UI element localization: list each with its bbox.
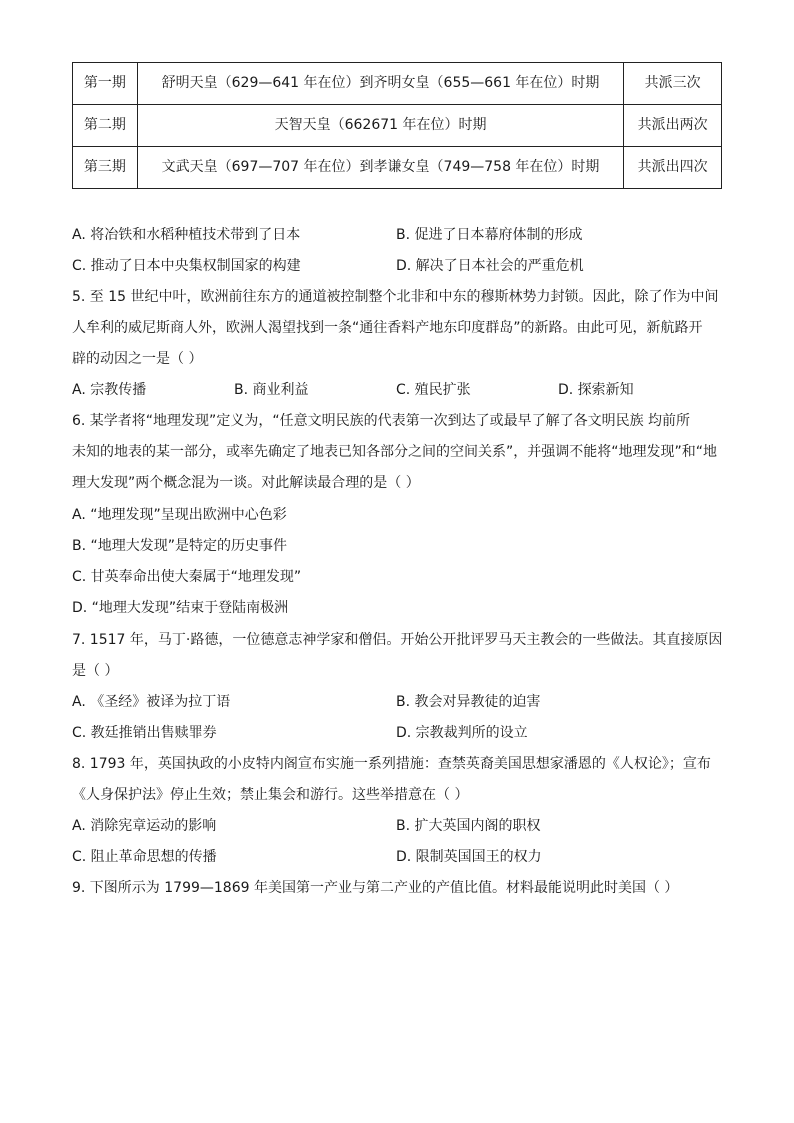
q4-option-d[interactable]: D. 解决了日本社会的严重危机	[396, 258, 584, 274]
ruler-cell: 舒明天皇（629—641 年在位）到齐明女皇（655—661 年在位）时期	[137, 63, 623, 105]
q5-option-a[interactable]: A. 宗教传播	[72, 382, 147, 398]
q7-options-row-1	[72, 687, 724, 718]
count-cell: 共派出四次	[624, 147, 722, 189]
question-6	[72, 406, 724, 499]
q4-option-c[interactable]: C. 推动了日本中央集权制国家的构建	[72, 258, 301, 274]
period-cell: 第三期	[73, 147, 138, 189]
q7-option-c[interactable]: C. 教廷推销出售赎罪券	[72, 725, 217, 741]
q4-option-a[interactable]: A. 将冶铁和水稻种植技术带到了日本	[72, 227, 301, 243]
q5-option-d[interactable]: D. 探索新知	[558, 382, 634, 398]
q7-option-a[interactable]: A. 《圣经》被译为拉丁语	[72, 694, 231, 710]
q6-option-b[interactable]: B. “地理大发现”是特定的历史事件	[72, 538, 288, 554]
q6-option-a[interactable]: A. “地理发现”呈现出欧洲中心色彩	[72, 507, 287, 523]
q5-stem-line: 5. 至 15 世纪中叶，欧洲前往东方的通道被控制整个北非和中东的穆斯林势力封锁。因此，除了作为中间	[72, 289, 719, 305]
question-5	[72, 282, 724, 375]
q8-option-c[interactable]: C. 阻止革命思想的传播	[72, 849, 217, 865]
q7-stem-line: 是（ ）	[72, 663, 119, 679]
ruler-cell: 文武天皇（697—707 年在位）到孝谦女皇（749—758 年在位）时期	[137, 147, 623, 189]
q5-option-c[interactable]: C. 殖民扩张	[396, 382, 471, 398]
period-cell: 第二期	[73, 105, 138, 147]
q7-stem-line: 7. 1517 年，马丁·路德，一位德意志神学家和僧侣。开始公开批评罗马天主教会的一些做法。其直接原因	[72, 632, 723, 648]
q5-stem-line: 人牟利的威尼斯商人外，欧洲人渴望找到一条“通往香料产地东印度群岛”的新路。由此可见，新航路开	[72, 320, 703, 336]
q8-stem-line: 8. 1793 年，英国执政的小皮特内阁宣布实施一系列措施：查禁英裔美国思想家潘恩的《人权论》；宣布	[72, 756, 711, 772]
table-row	[73, 63, 722, 105]
table-row	[73, 105, 722, 147]
q8-option-d[interactable]: D. 限制英国国王的权力	[396, 849, 542, 865]
q7-option-b[interactable]: B. 教会对异教徒的迫害	[396, 694, 541, 710]
envoy-table	[72, 62, 722, 189]
q7-option-d[interactable]: D. 宗教裁判所的设立	[396, 725, 528, 741]
question-8	[72, 749, 724, 811]
q6-option-d[interactable]: D. “地理大发现”结束于登陆南极洲	[72, 600, 289, 616]
q8-stem-line: 《人身保护法》停止生效；禁止集会和游行。这些举措意在（ ）	[72, 787, 469, 803]
q6-stem-line: 6. 某学者将“地理发现”定义为，“任意文明民族的代表第一次到达了或最早了解了各文明民族 均前所	[72, 413, 691, 429]
q8-options-row-2	[72, 842, 724, 873]
ruler-cell: 天智天皇（662671 年在位）时期	[137, 105, 623, 147]
q8-option-a[interactable]: A. 消除宪章运动的影响	[72, 818, 217, 834]
q6-stem-line: 未知的地表的某一部分，或率先确定了地表已知各部分之间的空间关系”，并强调不能将“地理发现”和“地	[72, 444, 718, 460]
q7-options-row-2	[72, 718, 724, 749]
q6-stem-line: 理大发现”两个概念混为一谈。对此解读最合理的是（ ）	[72, 475, 420, 491]
q9-stem-line: 9. 下图所示为 1799—1869 年美国第一产业与第二产业的产值比值。材料最能说明此时美国（ ）	[72, 880, 679, 896]
table-row	[73, 147, 722, 189]
q8-option-b[interactable]: B. 扩大英国内阁的职权	[396, 818, 541, 834]
q6-option-c[interactable]: C. 甘英奉命出使大秦属于“地理发现”	[72, 569, 302, 585]
period-cell: 第一期	[73, 63, 138, 105]
question-7	[72, 625, 724, 687]
q4-options-row-1	[72, 220, 724, 251]
q5-option-b[interactable]: B. 商业利益	[234, 382, 309, 398]
q8-options-row-1	[72, 811, 724, 842]
q5-options-row	[72, 375, 724, 406]
count-cell: 共派出两次	[624, 105, 722, 147]
q5-stem-line: 辟的动因之一是（ ）	[72, 351, 203, 367]
question-9	[72, 873, 724, 904]
count-cell: 共派三次	[624, 63, 722, 105]
q4-options-row-2	[72, 251, 724, 282]
q4-option-b[interactable]: B. 促进了日本幕府体制的形成	[396, 227, 583, 243]
